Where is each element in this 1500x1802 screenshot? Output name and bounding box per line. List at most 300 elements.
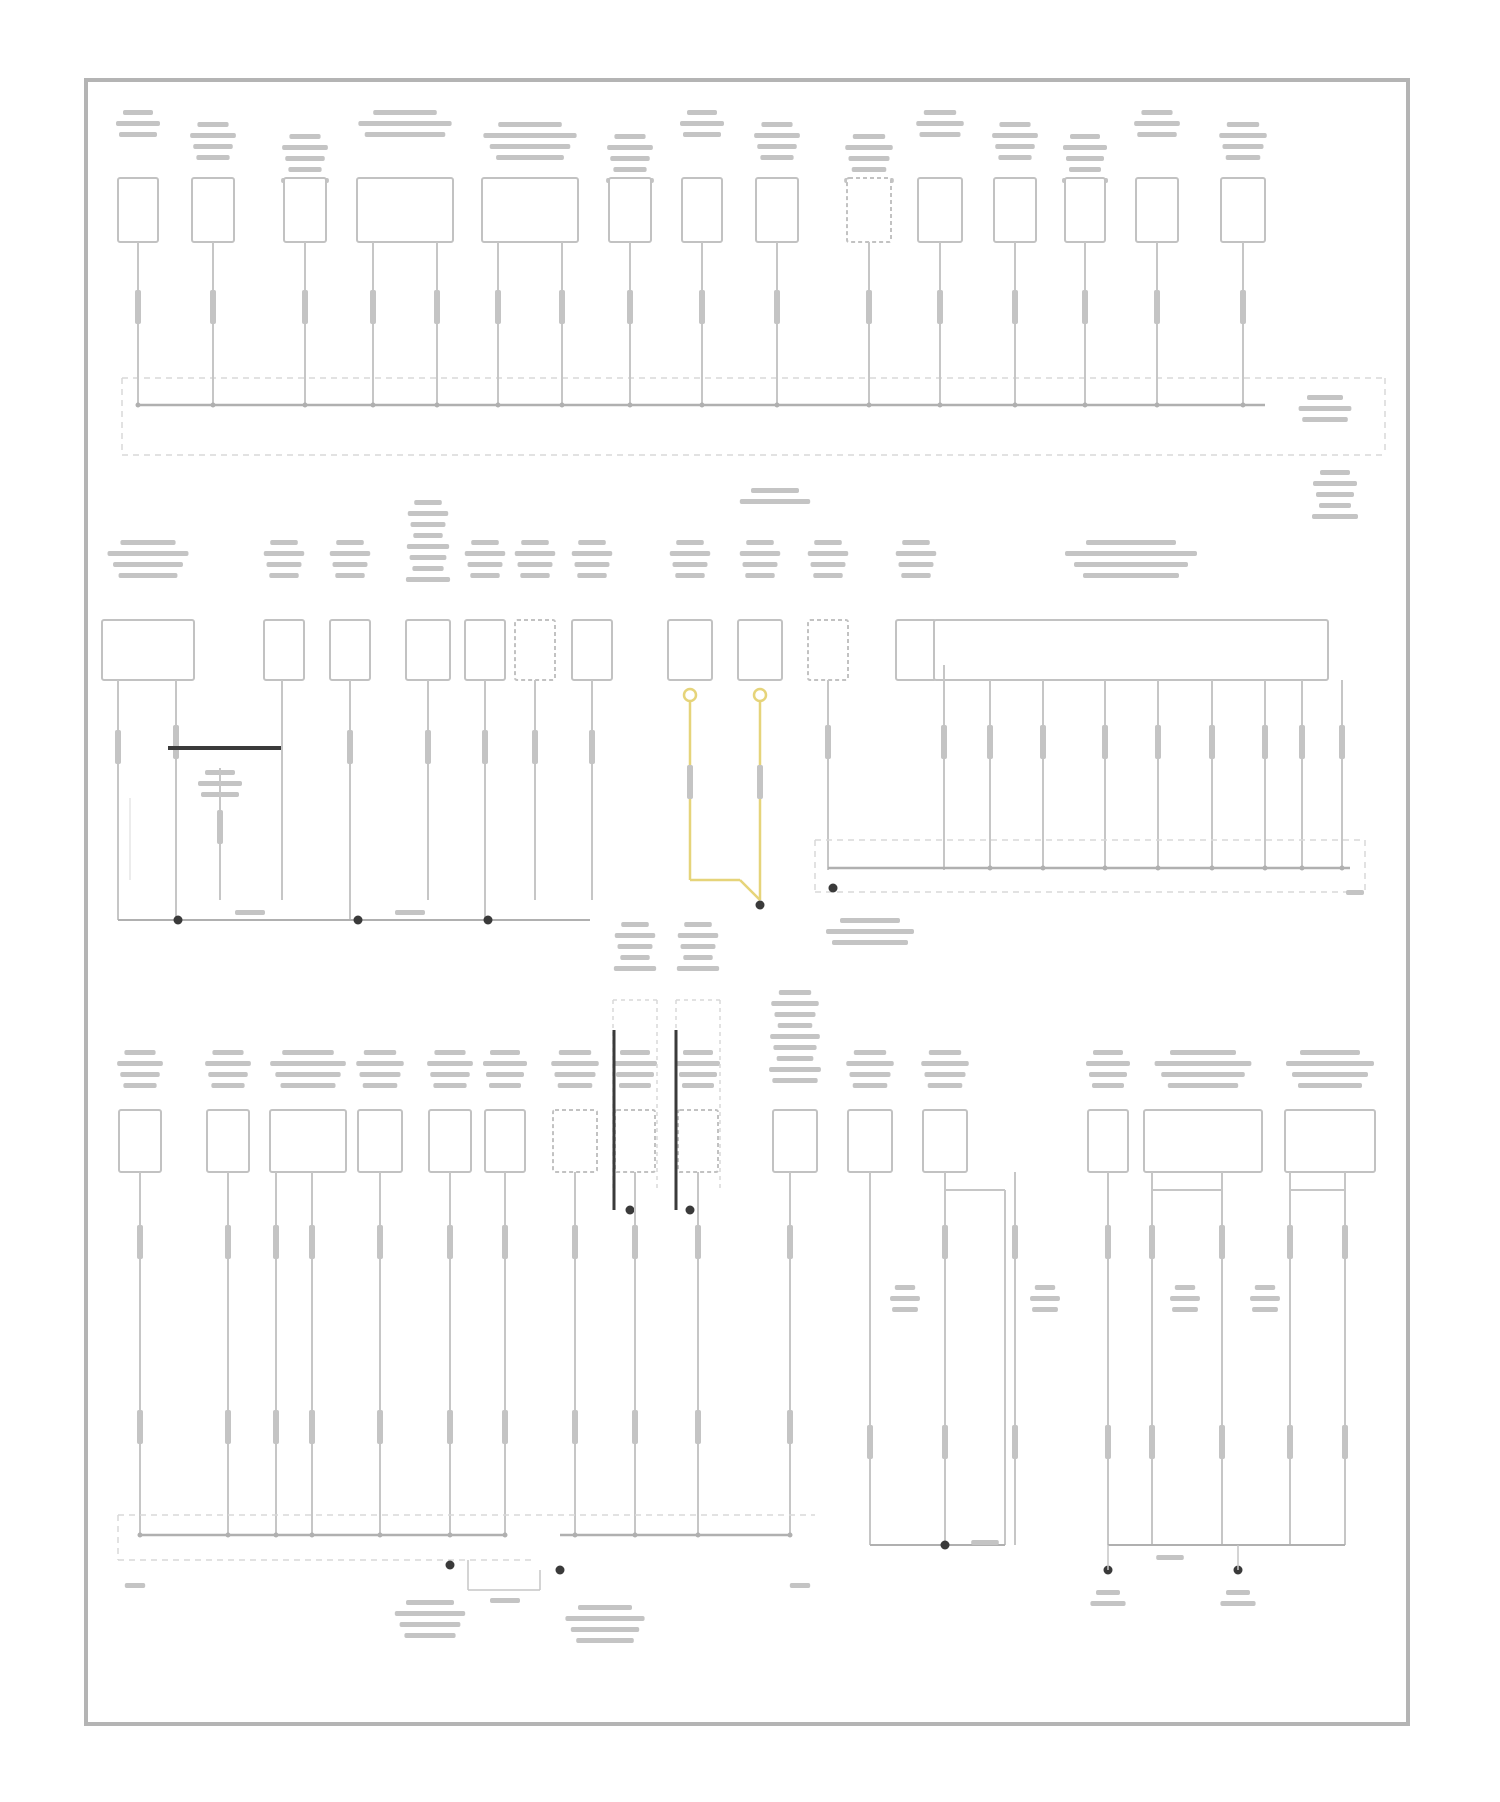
mid-right-bus-tag-line	[1346, 890, 1364, 895]
top-component-14-label-line	[1219, 133, 1267, 138]
top-component-5-wire-tag-2	[559, 290, 565, 324]
bottom-component-2-label-line	[205, 1061, 251, 1066]
top-component-9	[847, 178, 891, 242]
bottom-left-ground-b-label-line	[571, 1627, 639, 1632]
bottom-shield-b-label-line	[677, 966, 719, 971]
top-component-9-label-line	[848, 156, 889, 161]
bottom-left-wire-tag-upper-1	[137, 1225, 143, 1259]
bottom-right-callout-3	[1170, 1285, 1200, 1312]
mid-component-3-label-line	[335, 573, 364, 578]
top-component-7	[682, 178, 722, 242]
row1-ground-point-label-line	[1316, 492, 1354, 497]
bottom-left-ground-a-label	[395, 1600, 465, 1638]
mid-component-9-label-line	[746, 540, 774, 545]
mid-component-7-label-line	[578, 540, 606, 545]
bottom-left-wire-tag-lower-9	[632, 1410, 638, 1444]
top-component-3-label	[281, 134, 329, 183]
top-component-5-label-line	[496, 155, 564, 160]
top-component-11	[994, 178, 1036, 242]
mid-component-10-label-line	[814, 540, 842, 545]
bottom-component-9-label-line	[679, 1072, 717, 1077]
bottom-component-4-label-line	[356, 1061, 404, 1066]
mid-component-2-label-line	[270, 540, 298, 545]
bottom-component-15-label-line	[1298, 1083, 1362, 1088]
mid-component-4-label-line	[408, 511, 448, 516]
bottom-right-ground-b-label-line	[1096, 1590, 1120, 1595]
top-component-7-label	[680, 110, 724, 137]
mid-left-splice-drop-tag	[217, 810, 223, 844]
bottom-right-wire-tag-lower-7	[1287, 1425, 1293, 1459]
top-component-9-label	[844, 134, 894, 183]
bottom-shield-a-label	[614, 922, 656, 971]
mid-component-3-label	[330, 540, 370, 578]
top-component-6	[609, 178, 651, 242]
top-component-5-label-line	[490, 144, 571, 149]
bottom-component-4	[358, 1110, 402, 1172]
mid-component-12-wire-tag-7	[1299, 725, 1305, 759]
bottom-component-5-label-line	[427, 1061, 473, 1066]
top-component-14-label-line	[1222, 144, 1263, 149]
mid-component-12-wire-tag-1	[987, 725, 993, 759]
mid-component-3	[330, 620, 370, 680]
top-component-5-label-line	[498, 122, 562, 127]
mid-component-12-label-line	[1083, 573, 1179, 578]
top-component-14-bus-tap-1	[1241, 403, 1246, 408]
mid-component-7-label-line	[572, 551, 612, 556]
top-component-2-bus-tap-1	[211, 403, 216, 408]
bottom-component-12-label-line	[924, 1072, 965, 1077]
top-component-1-label-line	[123, 110, 153, 115]
mid-component-9	[738, 620, 782, 680]
row1-ground-point-label	[1312, 470, 1358, 519]
bottom-right-wire-tag-upper-6	[1219, 1225, 1225, 1259]
top-component-3-label-line	[285, 156, 325, 161]
mid-right-bus-tag	[1346, 890, 1364, 895]
bottom-right-wire-tag-lower-3	[1012, 1425, 1018, 1459]
mid-component-10-label-line	[808, 551, 848, 556]
mid-component-11-label	[896, 540, 936, 578]
bottom-shield-a-label-line	[614, 966, 656, 971]
highlight-ground-point	[756, 901, 765, 910]
bottom-left-wire-tag-lower-10	[695, 1410, 701, 1444]
mid-component-5-wire-tag	[482, 730, 488, 764]
bottom-right-ground-c-label-line	[1220, 1601, 1255, 1606]
bottom-component-5-label-line	[430, 1072, 470, 1077]
bottom-component-13-label-line	[1092, 1083, 1124, 1088]
row1-ground-point-label-line	[1320, 470, 1350, 475]
bottom-right-wire-tag-lower-8	[1342, 1425, 1348, 1459]
bottom-component-5-label-line	[434, 1050, 465, 1055]
bottom-component-11	[848, 1110, 892, 1172]
top-component-8-label-line	[760, 155, 793, 160]
mid-component-4-label	[406, 500, 450, 582]
top-component-12-wire-tag-1	[1082, 290, 1088, 324]
top-component-14-label	[1219, 122, 1267, 160]
mid-component-12-label-line	[1086, 540, 1176, 545]
bottom-component-13-label-line	[1086, 1061, 1130, 1066]
top-component-4-bus-tap-1	[371, 403, 376, 408]
top-component-7-label-line	[680, 121, 724, 126]
top-component-4-label	[358, 110, 451, 137]
bottom-component-9-label-line	[676, 1061, 720, 1066]
bottom-component-12-label-line	[929, 1050, 961, 1055]
bottom-right-callout-2-line	[1035, 1285, 1055, 1290]
bottom-component-13-label-line	[1089, 1072, 1127, 1077]
mid-component-4-label-line	[407, 544, 449, 549]
mid-component-12-wire-tag-3	[1102, 725, 1108, 759]
top-component-8-bus-tap-1	[775, 403, 780, 408]
bottom-shield-a-label-line	[620, 955, 649, 960]
top-component-3-label-line	[288, 167, 321, 172]
mid-component-1-label-line	[108, 551, 189, 556]
bottom-right-ground-point-a	[941, 1541, 950, 1550]
top-component-7-bus-tap-1	[700, 403, 705, 408]
row1-bus-callout-label	[1299, 395, 1352, 422]
bottom-component-4-label-line	[359, 1072, 400, 1077]
mid-component-10-label-line	[811, 562, 846, 567]
top-component-14-label-line	[1227, 122, 1259, 127]
mid-right-ground-point	[829, 884, 838, 893]
top-component-4	[357, 178, 453, 242]
mid-component-8-label-line	[673, 562, 708, 567]
mid-component-10-wire-tag	[825, 725, 831, 759]
bottom-left-wire-tag-upper-10	[695, 1225, 701, 1259]
bottom-component-1-label	[117, 1050, 163, 1088]
bottom-right-wire-tag-upper-4	[1105, 1225, 1111, 1259]
bottom-component-6-label-line	[486, 1072, 524, 1077]
bottom-left-bus-tag-a-line	[125, 1583, 145, 1588]
bottom-component-14-label-line	[1168, 1083, 1238, 1088]
top-component-5-label	[483, 122, 576, 160]
top-component-1-label-line	[116, 121, 160, 126]
bottom-right-callout-1-line	[890, 1296, 920, 1301]
bottom-right-wire-tag-lower-6	[1219, 1425, 1225, 1459]
mid-component-9-highlight-pin	[754, 689, 766, 701]
mid-component-6-label-line	[518, 562, 553, 567]
top-component-10-bus-tap-1	[938, 403, 943, 408]
bottom-right-ground-b-label	[1090, 1590, 1125, 1606]
bottom-component-6	[485, 1110, 525, 1172]
bottom-component-15-label-line	[1300, 1050, 1360, 1055]
diagram-frame	[84, 78, 1410, 1726]
mid-component-2-label-line	[269, 573, 298, 578]
bottom-component-14-label-line	[1170, 1050, 1236, 1055]
bottom-right-ground-c-label-line	[1226, 1590, 1250, 1595]
top-component-12	[1065, 178, 1105, 242]
mid-component-11	[896, 620, 936, 680]
bottom-shield-b-label-line	[683, 955, 712, 960]
mid-component-1-label-line	[113, 562, 183, 567]
bottom-left-ground-b-label-line	[578, 1605, 632, 1610]
mid-component-7-label-line	[577, 573, 606, 578]
top-component-7-label-line	[683, 132, 721, 137]
mid-component-4	[406, 620, 450, 680]
bottom-shield-b-label-line	[684, 922, 712, 927]
bottom-left-wire-tag-upper-6	[447, 1225, 453, 1259]
bottom-component-5	[429, 1110, 471, 1172]
mid-component-12-label-line	[1065, 551, 1197, 556]
mid-component-10-label-line	[813, 573, 842, 578]
top-component-9-label-line	[853, 134, 885, 139]
mid-right-ground-label	[826, 918, 914, 945]
bottom-component-10-label-line	[770, 1034, 820, 1039]
bottom-component-8-label-line	[620, 1050, 650, 1055]
bottom-component-10-label-line	[771, 1001, 819, 1006]
bottom-component-15	[1285, 1110, 1375, 1172]
bottom-left-wire-tag-lower-4	[309, 1410, 315, 1444]
top-component-13-label-line	[1137, 132, 1177, 137]
bottom-right-callout-1	[890, 1285, 920, 1312]
mid-component-8-label-line	[675, 573, 704, 578]
bottom-right-wire-tag-lower-2	[942, 1425, 948, 1459]
top-component-2-label-line	[197, 122, 228, 127]
bottom-component-6-label-line	[490, 1050, 520, 1055]
top-component-2	[192, 178, 234, 242]
mid-component-9-label-line	[745, 573, 774, 578]
bottom-right-callout-1-line	[895, 1285, 915, 1290]
top-component-13-label-line	[1141, 110, 1172, 115]
top-component-4-label-line	[373, 110, 437, 115]
bottom-right-bus-label-a-line	[971, 1540, 999, 1545]
mid-component-4-label-line	[414, 500, 442, 505]
bottom-component-1-label-line	[120, 1072, 160, 1077]
top-component-14	[1221, 178, 1265, 242]
top-component-12-label-line	[1066, 156, 1104, 161]
bottom-component-8-label	[613, 1050, 657, 1088]
top-component-9-label-line	[845, 145, 893, 150]
mid-component-7-label-line	[575, 562, 610, 567]
bottom-component-8-label-line	[619, 1083, 651, 1088]
mid-component-6-label-line	[521, 540, 549, 545]
mid-component-5	[465, 620, 505, 680]
bottom-right-wire-tag-lower-1	[867, 1425, 873, 1459]
bottom-right-callout-2-line	[1030, 1296, 1060, 1301]
top-component-7-label-line	[687, 110, 717, 115]
bottom-component-15-label-line	[1286, 1061, 1374, 1066]
mid-left-ground-label-1-line	[235, 910, 265, 915]
bottom-component-6-label-line	[489, 1083, 521, 1088]
bottom-component-5-label	[427, 1050, 473, 1088]
bottom-component-11-label-line	[849, 1072, 890, 1077]
bottom-right-callout-4-line	[1255, 1285, 1275, 1290]
bottom-right-callout-4-line	[1250, 1296, 1280, 1301]
bottom-left-wire-tag-lower-6	[447, 1410, 453, 1444]
top-component-5-bus-tap-2	[560, 403, 565, 408]
bottom-component-7-label-line	[559, 1050, 591, 1055]
bottom-component-10-label-line	[778, 1023, 813, 1028]
top-component-13-label	[1134, 110, 1180, 137]
mid-right-ground-label-line	[832, 940, 908, 945]
top-component-10-label-line	[919, 132, 960, 137]
mid-component-6-label	[515, 540, 555, 578]
bottom-right-wire-tag-lower-4	[1105, 1425, 1111, 1459]
top-component-12-bus-tap-1	[1083, 403, 1088, 408]
mid-component-1-wire-tag-1	[115, 730, 121, 764]
bottom-component-10	[773, 1110, 817, 1172]
top-component-5	[482, 178, 578, 242]
top-component-11-label-line	[998, 155, 1031, 160]
top-component-13-label-line	[1134, 121, 1180, 126]
mid-component-1-wire-tag-2	[173, 725, 179, 759]
mid-component-12-wire-tag-2	[1040, 725, 1046, 759]
bottom-component-8	[615, 1110, 655, 1172]
top-component-1-label-line	[119, 132, 157, 137]
bottom-left-bus-tag-b	[790, 1583, 810, 1588]
top-component-10-label-line	[924, 110, 956, 115]
mid-component-1-label-line	[119, 573, 178, 578]
mid-component-9-label-line	[740, 551, 780, 556]
top-component-2-label	[190, 122, 236, 160]
mid-component-6-wire-tag	[532, 730, 538, 764]
bottom-component-10-label-line	[779, 990, 811, 995]
bottom-right-ground-c-label	[1220, 1590, 1255, 1606]
bottom-component-7-label-line	[554, 1072, 595, 1077]
bottom-component-9	[678, 1110, 718, 1172]
top-component-5-label-line	[483, 133, 576, 138]
mid-left-ground-label-2	[395, 910, 425, 915]
row1-ground-point-label-line	[1319, 503, 1351, 508]
bottom-component-7	[553, 1110, 597, 1172]
top-component-9-label-line	[852, 167, 887, 172]
bottom-component-12-label-line	[928, 1083, 963, 1088]
top-component-10	[918, 178, 962, 242]
top-component-2-label-line	[193, 144, 233, 149]
bottom-right-wire-tag-lower-5	[1149, 1425, 1155, 1459]
bottom-right-callout-1-line	[892, 1307, 918, 1312]
bottom-component-15-label-line	[1292, 1072, 1368, 1077]
bottom-right-bus-label-b-line	[1156, 1555, 1184, 1560]
top-component-4-wire-tag-1	[370, 290, 376, 324]
top-component-6-label-line	[613, 167, 646, 172]
bottom-left-wire-tag-lower-2	[225, 1410, 231, 1444]
top-component-4-label-line	[358, 121, 451, 126]
mid-component-8-label	[670, 540, 710, 578]
bottom-component-13	[1088, 1110, 1128, 1172]
bottom-left-ground-point-a	[446, 1561, 455, 1570]
bottom-left-bus-tag-a	[125, 1583, 145, 1588]
row1-center-note-label-line	[740, 499, 810, 504]
row1-ground-point-label-line	[1313, 481, 1357, 486]
top-component-11-label-line	[992, 133, 1038, 138]
top-component-8-label-line	[761, 122, 792, 127]
mid-component-10	[808, 620, 848, 680]
mid-component-12-label	[1065, 540, 1197, 578]
bottom-left-wire-tag-upper-3	[273, 1225, 279, 1259]
mid-component-4-label-line	[410, 555, 447, 560]
bottom-component-14	[1144, 1110, 1262, 1172]
bottom-left-ground-a-label-line	[400, 1622, 461, 1627]
top-component-5-bus-tap-1	[496, 403, 501, 408]
bottom-left-wire-tag-upper-4	[309, 1225, 315, 1259]
bottom-right-ground-b-label-line	[1090, 1601, 1125, 1606]
mid-component-5-label-line	[468, 562, 503, 567]
mid-component-7-wire-tag	[589, 730, 595, 764]
mid-component-11-wire-tag	[941, 725, 947, 759]
mid-component-3-wire-tag	[347, 730, 353, 764]
bottom-component-8-label-line	[613, 1061, 657, 1066]
bottom-component-4-label-line	[364, 1050, 396, 1055]
bottom-component-14-label	[1155, 1050, 1252, 1088]
mid-component-6-label-line	[520, 573, 549, 578]
bottom-left-wire-tag-lower-3	[273, 1410, 279, 1444]
bottom-component-10-label-line	[773, 1045, 816, 1050]
bottom-left-wire-tag-upper-8	[572, 1225, 578, 1259]
mid-component-2-label	[264, 540, 304, 578]
bottom-component-1-label-line	[123, 1083, 156, 1088]
bottom-component-2	[207, 1110, 249, 1172]
mid-left-ground-label-1	[235, 910, 265, 915]
bottom-right-wire-tag-upper-2	[942, 1225, 948, 1259]
mid-left-ground-label-2-line	[395, 910, 425, 915]
top-component-12-label-line	[1063, 145, 1107, 150]
top-component-2-wire-tag-1	[210, 290, 216, 324]
mid-left-ground-point-2	[354, 916, 363, 925]
top-component-3-wire-tag-1	[302, 290, 308, 324]
bottom-component-15-label	[1286, 1050, 1374, 1088]
bottom-component-10-label-line	[774, 1012, 815, 1017]
top-component-10-wire-tag-1	[937, 290, 943, 324]
wiring-schematic	[88, 82, 1406, 1722]
bottom-shield-b-label	[677, 922, 719, 971]
bottom-component-3-label-line	[270, 1061, 346, 1066]
mid-component-7-label	[572, 540, 612, 578]
bottom-left-wire-tag-lower-11	[787, 1410, 793, 1444]
bottom-component-11-label-line	[853, 1083, 888, 1088]
bottom-right-callout-3-line	[1170, 1296, 1200, 1301]
bottom-component-12-label	[921, 1050, 969, 1088]
mid-component-4-label-line	[412, 566, 443, 571]
mid-component-2	[264, 620, 304, 680]
top-component-12-label-line	[1069, 167, 1101, 172]
mid-component-5-label-line	[465, 551, 505, 556]
bottom-component-9-label	[676, 1050, 720, 1088]
mid-component-4-label-line	[406, 577, 450, 582]
top-component-9-bus-tap-1	[867, 403, 872, 408]
bottom-component-11-label-line	[854, 1050, 886, 1055]
bottom-left-wire-tag-lower-5	[377, 1410, 383, 1444]
bottom-component-3-label-line	[280, 1083, 335, 1088]
bottom-right-callout-3-line	[1175, 1285, 1195, 1290]
bottom-left-wire-tag-upper-5	[377, 1225, 383, 1259]
bottom-component-6-label-line	[483, 1061, 527, 1066]
bottom-right-wire-tag-upper-7	[1287, 1225, 1293, 1259]
bottom-left-wire-tag-upper-7	[502, 1225, 508, 1259]
bottom-left-link-label	[490, 1598, 520, 1603]
bottom-left-wire-tag-upper-9	[632, 1225, 638, 1259]
top-component-3-bus-tap-1	[303, 403, 308, 408]
mid-component-1	[102, 620, 194, 680]
mid-component-1-label-line	[120, 540, 175, 545]
bottom-shield-b-label-line	[678, 933, 718, 938]
top-component-4-label-line	[365, 132, 446, 137]
mid-component-8-highlight-pin	[684, 689, 696, 701]
mid-component-8	[668, 620, 712, 680]
bottom-left-ground-b-label-line	[576, 1638, 634, 1643]
bottom-component-2-label-line	[211, 1083, 244, 1088]
mid-right-ground-label-line	[840, 918, 900, 923]
top-component-6-label-line	[607, 145, 653, 150]
bottom-component-2-label-line	[208, 1072, 248, 1077]
bottom-left-ground-point-b	[556, 1566, 565, 1575]
bottom-component-9-label-line	[683, 1050, 713, 1055]
bottom-left-ground-b-label	[565, 1605, 644, 1643]
mid-component-8-label-line	[670, 551, 710, 556]
bottom-component-11-label-line	[846, 1061, 894, 1066]
row1-bus-callout-label-line	[1302, 417, 1348, 422]
mid-component-3-label-line	[336, 540, 364, 545]
top-component-2-label-line	[190, 133, 236, 138]
bottom-component-10-label-line	[769, 1067, 821, 1072]
